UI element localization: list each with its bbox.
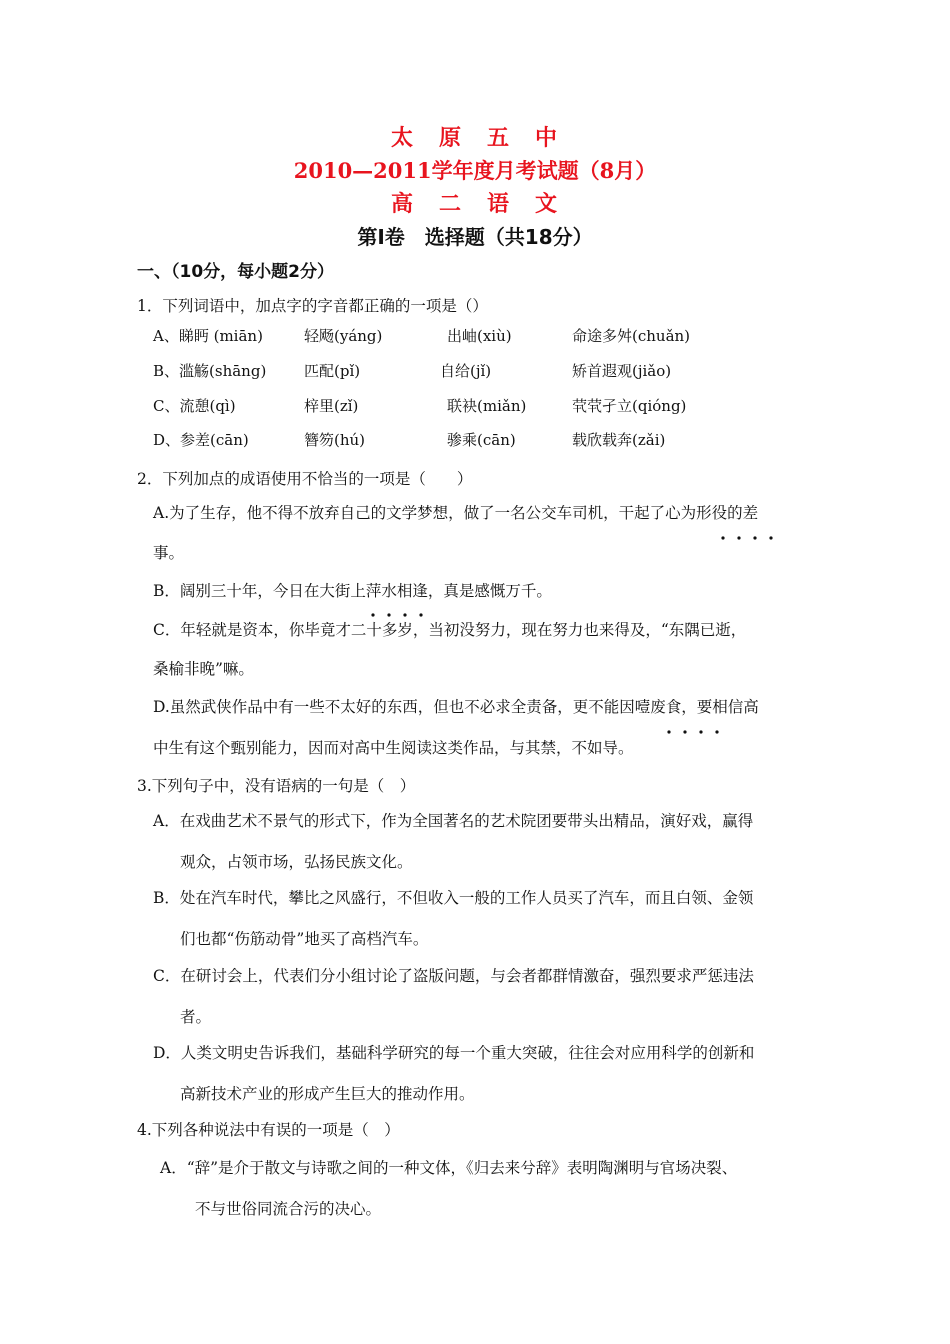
q2-option-a-line2: 事。 xyxy=(153,544,185,562)
q3-option-b-line1: B．处在汽车时代，攀比之风盛行，不但收入一般的工作人员买了汽车，而且白领、金领 xyxy=(153,889,754,907)
q1-b-item-2: 匹配(pǐ) xyxy=(304,362,361,380)
q2-option-b: B．阔别三十年，今日在大街上萍水相逢，真是感慨万千。 xyxy=(153,582,552,600)
q1-a-item-4: 命途多舛(chuǎn) xyxy=(572,327,691,345)
school-title: 太 原 五 中 xyxy=(390,125,559,151)
q4-option-a-line1: A．“辞”是介于散文与诗歌之间的一种文体，《归去来兮辞》表明陶渊明与官场决裂、 xyxy=(160,1159,738,1177)
q1-b-item-1: B、滥觞(shāng) xyxy=(153,362,267,380)
q1-d-item-2: 簪笏(hú) xyxy=(304,431,366,449)
q1-c-item-3: 联袂(miǎn) xyxy=(447,397,527,415)
q2-option-d-line1: D.虽然武侠作品中有一些不太好的东西，但也不必求全责备，更不能因噎废食，要相信高 xyxy=(153,698,759,716)
q2-d-emphasis-dots xyxy=(662,720,726,726)
q1-b-item-3: 自给(jǐ) xyxy=(440,362,492,380)
emphasis-dots-b xyxy=(366,612,430,618)
emphasis-dots-a xyxy=(716,535,780,541)
q2-option-a-line1: A.为了生存，他不得不放弃自己的文学梦想，做了一名公交车司机，干起了心为形役的差 xyxy=(153,504,759,522)
q3-option-d-line2: 高新技术产业的形成产生巨大的推动作用。 xyxy=(180,1085,475,1103)
q3-stem: 3.下列句子中，没有语病的一句是（ ） xyxy=(137,777,416,795)
q3-option-d-line1: D．人类文明史告诉我们，基础科学研究的每一个重大突破，往往会对应用科学的创新和 xyxy=(153,1044,755,1062)
q1-c-item-2: 梓里(zǐ) xyxy=(304,397,359,415)
q1-a-item-2: 轻飏(yáng) xyxy=(304,327,383,345)
q1-stem: 1．下列词语中，加点字的字音都正确的一项是（） xyxy=(137,297,488,315)
q2-b-emphasis-dots xyxy=(366,603,430,609)
q4-stem: 4.下列各种说法中有误的一项是（ ） xyxy=(137,1121,400,1139)
q2-option-d-line2: 中生有这个甄别能力，因而对高中生阅读这类作品，与其禁，不如导。 xyxy=(153,739,634,757)
volume-title: 第Ⅰ卷 选择题（共18分） xyxy=(357,225,593,249)
q2-stem: 2．下列加点的成语使用不恰当的一项是（ ） xyxy=(137,470,473,488)
q1-c-item-4: 茕茕孑立(qióng) xyxy=(572,397,687,415)
emphasis-dots-d xyxy=(662,729,726,735)
q2-option-c-line1: C．年轻就是资本，你毕竟才二十多岁，当初没努力，现在努力也来得及，“东隅已逝， xyxy=(153,621,747,639)
q3-option-c-line2: 者。 xyxy=(180,1008,212,1026)
q1-d-item-1: D、参差(cān) xyxy=(153,431,249,449)
q1-d-item-3: 骖乘(cān) xyxy=(447,431,516,449)
q1-c-item-1: C、流憩(qì) xyxy=(153,397,236,415)
q1-d-item-4: 载欣载奔(zǎi) xyxy=(572,431,666,449)
q3-option-c-line1: C．在研讨会上，代表们分小组讨论了盗版问题，与会者都群情激奋，强烈要求严惩违法 xyxy=(153,967,754,985)
q3-option-b-line2: 们也都“伤筋动骨”地买了高档汽车。 xyxy=(180,930,429,948)
q3-option-a-line2: 观众，占领市场，弘扬民族文化。 xyxy=(180,853,413,871)
q2-a-emphasis-dots xyxy=(716,526,780,532)
section-heading: 一、（10分，每小题2分） xyxy=(137,262,334,282)
subject-title: 高 二 语 文 xyxy=(390,191,559,217)
exam-title: 2010—2011学年度月考试题（8月） xyxy=(293,158,657,183)
q4-option-a-line2: 不与世俗同流合污的决心。 xyxy=(195,1200,382,1218)
q3-option-a-line1: A．在戏曲艺术不景气的形式下，作为全国著名的艺术院团要带头出精品，演好戏，赢得 xyxy=(153,812,754,830)
q1-a-item-1: A、睇眄 (miān) xyxy=(153,327,263,345)
q1-a-item-3: 出岫(xiù) xyxy=(447,327,512,345)
q2-option-c-line2: 桑榆非晚”嘛。 xyxy=(153,660,254,678)
q1-b-item-4: 矫首遐观(jiǎo) xyxy=(572,362,672,380)
